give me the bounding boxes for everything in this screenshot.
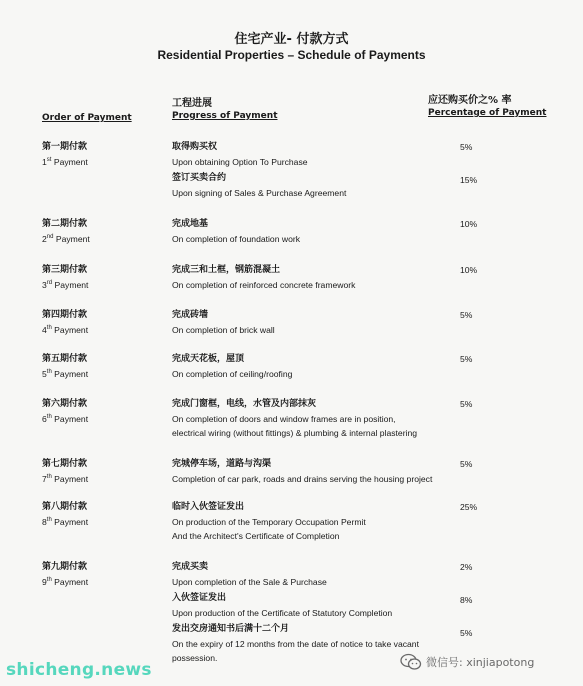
progress-chinese: 完成天花板，屋顶 — [172, 354, 245, 364]
payment-order-english — [42, 575, 88, 589]
payment-order-number: 6 — [42, 414, 47, 424]
payment-order-suffix: th — [46, 577, 52, 584]
progress-cell — [172, 308, 462, 337]
wechat-icon — [400, 653, 422, 671]
percentage-value: 5% — [460, 399, 473, 409]
payment-order-number: 1 — [42, 157, 47, 167]
payment-order-chinese: 第九期付款 — [42, 562, 88, 572]
progress-english: Completion of car park, roads and drains serving the housing project — [172, 474, 433, 484]
payment-order-word: Payment — [51, 157, 88, 167]
payment-order-chinese: 第三期付款 — [42, 265, 88, 275]
payment-order-number: 5 — [42, 369, 47, 379]
progress-chinese: 完成门窗框，电线，水管及内部抹灰 — [172, 399, 317, 409]
payment-order-cell — [42, 217, 90, 246]
payment-order-chinese: 第二期付款 — [42, 219, 88, 229]
payment-order-chinese: 第六期付款 — [42, 399, 88, 409]
header-percentage-english: Percentage of Payment — [428, 108, 547, 118]
payment-order-chinese: 第七期付款 — [42, 459, 88, 469]
payment-order-english — [42, 515, 88, 529]
percentage-value: 5% — [460, 354, 473, 364]
percentage-value: 5% — [460, 310, 473, 320]
progress-chinese: 取得购买权 — [172, 142, 218, 152]
payment-order-english — [42, 412, 88, 426]
percentage-value: 10% — [460, 219, 478, 229]
document-title-english: Residential Properties – Schedule of Payments — [157, 48, 426, 62]
percentage-value: 10% — [460, 265, 478, 275]
percentage-value: 8% — [460, 595, 473, 605]
payment-order-english — [42, 472, 88, 486]
header-progress-english: Progress of Payment — [172, 111, 278, 121]
progress-english: Upon completion of the Sale & Purchase — [172, 577, 327, 587]
watermark-wechat — [400, 653, 534, 671]
watermark-site: shicheng.news — [6, 660, 152, 680]
payment-order-cell — [42, 263, 88, 292]
payment-order-suffix: th — [46, 325, 52, 332]
percentage-value: 25% — [460, 502, 478, 512]
payment-order-cell — [42, 397, 88, 426]
percentage-value: 5% — [460, 459, 473, 469]
payment-order-word: Payment — [51, 325, 89, 335]
progress-chinese: 完成三和土框，钢筋混凝土 — [172, 265, 281, 275]
payment-order-suffix: th — [46, 414, 52, 421]
header-order-of-payment: Order of Payment — [42, 113, 132, 123]
payment-order-word: Payment — [52, 280, 89, 290]
payment-order-english — [42, 323, 88, 337]
payment-order-number: 9 — [42, 577, 47, 587]
progress-chinese: 临时入伙签证发出 — [172, 502, 245, 512]
progress-chinese: 完成地基 — [172, 219, 209, 229]
percentage-value: 2% — [460, 562, 473, 572]
payment-order-suffix: th — [46, 517, 52, 524]
payment-order-suffix: th — [46, 369, 52, 376]
progress-english: Upon signing of Sales & Purchase Agreement — [172, 188, 347, 198]
progress-cell — [172, 352, 462, 381]
progress-chinese: 发出交房通知书后满十二个月 — [172, 624, 290, 634]
progress-cell — [172, 217, 462, 246]
payment-order-cell — [42, 308, 88, 337]
header-percentage-chinese: 应还购买价之% 率 — [428, 95, 512, 106]
payment-order-number: 7 — [42, 474, 47, 484]
percentage-value: 5% — [460, 142, 473, 152]
payment-order-chinese: 第八期付款 — [42, 502, 88, 512]
payment-order-chinese: 第一期付款 — [42, 142, 88, 152]
progress-english: On completion of brick wall — [172, 325, 275, 335]
progress-cell — [172, 560, 462, 665]
payment-order-chinese: 第五期付款 — [42, 354, 88, 364]
payment-order-suffix: st — [46, 157, 52, 164]
payment-order-chinese: 第四期付款 — [42, 310, 88, 320]
percentage-value: 5% — [460, 628, 473, 638]
payment-order-word: Payment — [51, 369, 89, 379]
progress-chinese: 签订买卖合约 — [172, 173, 227, 183]
payment-order-cell — [42, 140, 88, 169]
payment-order-word: Payment — [51, 517, 89, 527]
progress-chinese: 完成买卖 — [172, 562, 209, 572]
progress-english-continued: And the Architect's Certificate of Completion — [172, 531, 340, 541]
payment-order-suffix: rd — [46, 280, 53, 287]
progress-chinese: 完城停车场，道路与沟渠 — [172, 459, 272, 469]
progress-chinese: 完成砖墙 — [172, 310, 209, 320]
progress-cell — [172, 263, 462, 292]
percentage-value: 15% — [460, 175, 478, 185]
progress-english-continued: electrical wiring (without fittings) & plumbing & internal plastering — [172, 428, 418, 438]
progress-english: On completion of reinforced concrete framework — [172, 280, 356, 290]
progress-english: On the expiry of 12 months from the date of notice to take vacant — [172, 639, 419, 649]
payment-order-cell — [42, 560, 88, 589]
header-progress-chinese: 工程进展 — [172, 98, 212, 109]
progress-english: On production of the Temporary Occupation Permit — [172, 517, 366, 527]
payment-order-english — [42, 367, 88, 381]
progress-english: On completion of ceiling/roofing — [172, 369, 293, 379]
payment-order-number: 2 — [42, 234, 47, 244]
progress-english: Upon obtaining Option To Purchase — [172, 157, 308, 167]
payment-order-word: Payment — [53, 234, 90, 244]
progress-cell — [172, 140, 462, 200]
payment-order-english — [42, 155, 88, 169]
payment-order-word: Payment — [51, 414, 89, 424]
progress-english: On completion of foundation work — [172, 234, 301, 244]
payment-order-word: Payment — [51, 474, 89, 484]
payment-order-word: Payment — [51, 577, 89, 587]
watermark-wechat-text: 微信号: xinjiapotong — [426, 656, 535, 669]
payment-order-cell — [42, 500, 88, 529]
payment-order-cell — [42, 352, 88, 381]
payment-order-suffix: th — [46, 474, 52, 481]
progress-chinese: 入伙签证发出 — [172, 593, 227, 603]
payment-order-number: 4 — [42, 325, 47, 335]
payment-order-english — [42, 278, 88, 292]
payment-order-english — [42, 232, 90, 246]
payment-order-number: 3 — [42, 280, 47, 290]
payment-order-suffix: nd — [46, 234, 54, 241]
progress-cell — [172, 457, 462, 486]
document-title-chinese: 住宅产业- 付款方式 — [234, 32, 349, 47]
payment-order-number: 8 — [42, 517, 47, 527]
progress-cell — [172, 500, 462, 543]
progress-english-continued: possession. — [172, 653, 218, 663]
progress-english: Upon production of the Certificate of Statutory Completion — [172, 608, 393, 618]
progress-cell — [172, 397, 462, 440]
progress-english: On completion of doors and window frames are in position, — [172, 414, 396, 424]
payment-order-cell — [42, 457, 88, 486]
